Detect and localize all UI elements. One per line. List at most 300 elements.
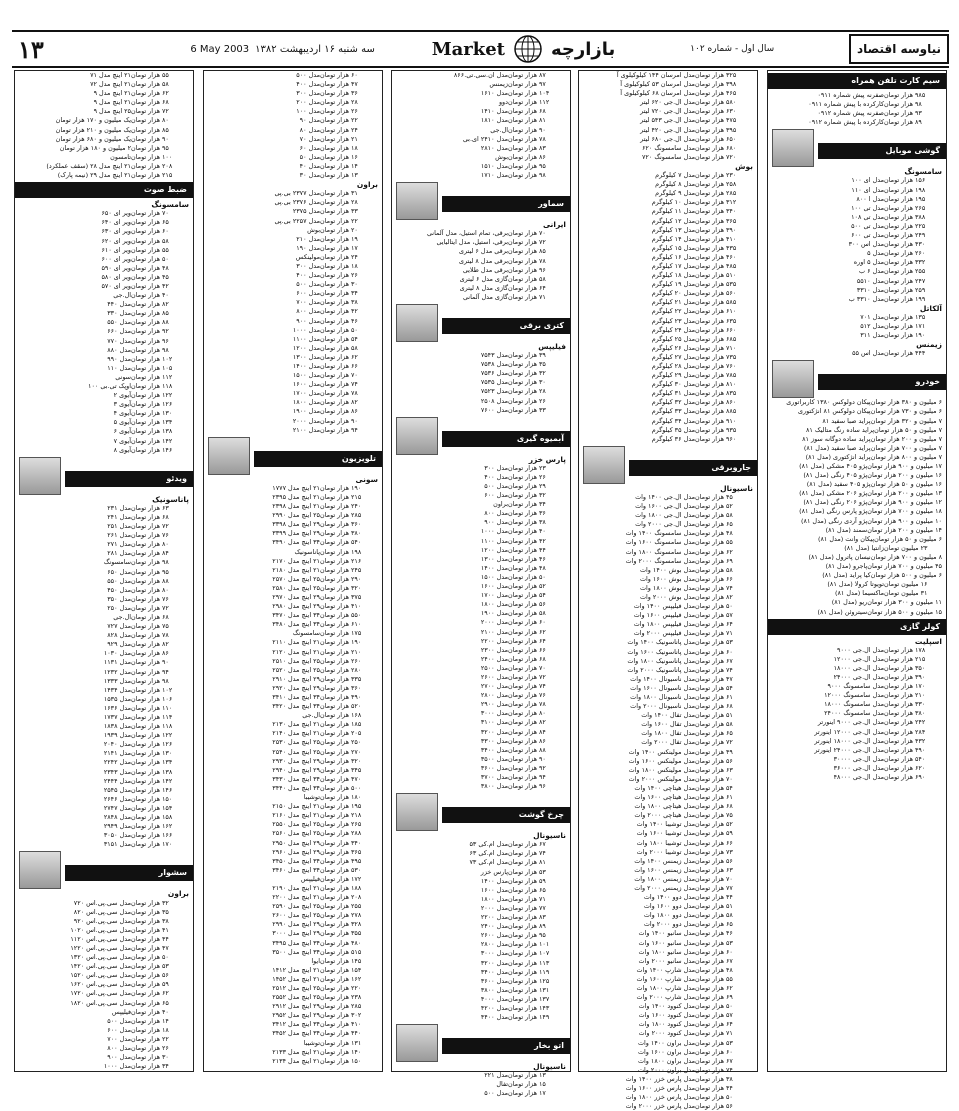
price-row (768, 700, 946, 709)
product-price: ۴۴ هزار تومان (695, 893, 733, 902)
price-row (392, 284, 570, 293)
product-price: ۵۹ هزار تومان (695, 829, 733, 838)
price-row (579, 189, 757, 198)
product-name: ۲۱ اینچ مدل ۹ (93, 98, 131, 107)
product-price: ۹۶۰ هزار تومان (695, 434, 737, 443)
price-row (392, 755, 570, 764)
price-row (204, 80, 382, 89)
product-name: کارکرده با پیش شماره ۰۹۱۱ (808, 100, 884, 109)
price-row (768, 349, 946, 358)
price-row (768, 544, 946, 553)
product-name: مدل ۲۶۰۰ (480, 672, 508, 681)
product-name: ۲۱ اینچ مدل ۷۱ (90, 71, 131, 79)
product-name: مدل ۱۹۳۹ (103, 731, 131, 740)
column-samovar-kettle (391, 70, 571, 1098)
product-name: مدل ام.کی ۵۳ (469, 840, 508, 849)
product-price: ۹۷ هزار تومان (508, 80, 546, 89)
price-row (579, 975, 757, 984)
product-name: توشیبا (303, 1038, 320, 1047)
product-name: مدل ۱۱۳۱ (103, 658, 131, 667)
price-row (204, 262, 382, 271)
product-name: مدل سامسونگ ۹۰۰۰ (827, 682, 884, 691)
product-price: ۲۴ هزار تومان (320, 125, 358, 134)
product-price: ۶۹ هزار تومان (695, 556, 733, 565)
product-name: مدل مولینکس ۱۴۰۰ وات (628, 747, 695, 756)
product-price: ۱۷ میلیون و ۹۰۰ هزار تومان (867, 462, 942, 470)
product-name: مدل ۶۰۰ (484, 491, 508, 500)
price-row (392, 98, 570, 107)
price-row (15, 126, 193, 135)
price-row (15, 558, 193, 567)
product-name: مدل ۲۴۱۰ ای.بی (462, 134, 508, 143)
product-price: ۱۹۸ هزار تومان (884, 185, 926, 194)
product-name: مدل ۳۱۱ (860, 331, 884, 340)
product-name: بوش (495, 152, 508, 161)
product-price: ۱۶۸ هزار تومان (320, 711, 362, 720)
price-row (204, 207, 382, 216)
product-name: مدل سی.پی.اس ۱۱۲۰ (70, 934, 131, 943)
product-name: مدل ۱۰۰۰ (103, 1062, 131, 1071)
product-price: ۹۶ هزار تومان (131, 336, 169, 345)
product-name: مدل ۲۴۰۰ (480, 922, 508, 931)
product-price: ۲۲ هزار تومان (320, 116, 358, 125)
product-price: ۱۹۰ هزار تومان (320, 483, 362, 492)
product-name: مدل ال.جی ۱۲۰۰۰ (833, 654, 884, 663)
product-price: ۵۰۰ هزار تومان (320, 783, 362, 792)
product-price: ۲۶ هزار تومان (320, 271, 358, 280)
product-price: ۳۳ هزار تومان (508, 405, 546, 414)
product-price: ۲۵۰ هزار تومان (320, 738, 362, 747)
product-price: ۶۲ هزار تومان (695, 984, 733, 992)
brand-name: پاناسونیک (152, 494, 189, 504)
product-name: مدل ۹۲۹ (107, 640, 131, 649)
product-name: مدل سامسونگ ۶۲۰ (641, 143, 695, 152)
product-name: مدل ۳۵ کیلوگرم (651, 425, 695, 434)
price-row (204, 911, 382, 920)
price-row (768, 664, 946, 673)
price-row (579, 262, 757, 271)
product-photo (583, 446, 625, 484)
product-price: ۶ میلیون و ۵۰۰ هزار تومان (870, 571, 942, 580)
product-name: مدل ۱۲۳۲ (103, 667, 131, 676)
product-price: ۶۸ هزار تومان (695, 802, 733, 811)
product-price: ۸۰ هزار تومان (131, 116, 169, 125)
price-row (15, 255, 193, 264)
product-name: ویر ای ۵۹۰ (101, 263, 131, 272)
product-name: مدل ۴۰۰ (296, 80, 320, 89)
product-price: ۷۲ هزار تومان (131, 107, 169, 116)
product-name: مدل زیمنس ۲۰۰۰ وات (634, 883, 695, 892)
price-row (204, 271, 382, 280)
product-name: ویر ای ۶۵۰ (101, 209, 131, 218)
price-row (204, 71, 382, 80)
product-price: ۱۸ هزار تومان (320, 143, 358, 152)
product-price: ۳۷۵ هزار تومان (320, 592, 362, 601)
product-price: ۷۱ هزار تومان (508, 292, 546, 301)
product-price: ۵۸ هزار تومان (320, 343, 358, 352)
product-price: ۵۳۵ هزار تومان (695, 280, 737, 289)
product-price: ۲۱۵ هزار تومان (320, 492, 362, 501)
price-row (392, 877, 570, 886)
product-name: مدل ۴۰۰۰ (480, 994, 508, 1003)
product-price: ۷۳۵ هزار تومان (695, 352, 737, 361)
product-name: ۲۱ اینچ مدل ۱۴۵۲ (272, 974, 320, 983)
product-price: ۵۳ هزار تومان (131, 962, 169, 971)
product-price: ۱۳ هزار تومان (508, 1071, 546, 1080)
product-name: مدل ۶۰۰ (107, 1025, 131, 1034)
product-name: ۲۱ اینچ مدل ۲۳۹۵ (272, 492, 320, 501)
product-name: سیتروئن (مدل ۸۱) (817, 607, 868, 616)
price-row (579, 271, 757, 280)
price-row (392, 378, 570, 387)
price-row (15, 549, 193, 558)
price-row (15, 649, 193, 658)
price-row (392, 977, 570, 986)
product-price: ۴۴ هزار تومان (508, 545, 546, 554)
product-price: ۳۱ میلیون تومان (884, 589, 928, 598)
product-name: ۳۴ اینچ مدل ۳۴۵۰ (272, 856, 320, 865)
product-price: ۲۵۹ هزار تومان (884, 285, 926, 294)
product-name: مدل پاناسونیک ۱۶۰۰ وات (627, 647, 695, 656)
product-price: ۵۷ هزار تومان (695, 1011, 733, 1020)
product-name: ۲۹ اینچ مدل ۲۹۱۲ (272, 1002, 320, 1011)
product-price: ۳۸۰ هزار تومان (884, 709, 926, 718)
section-header: اتو بخار (442, 1038, 570, 1054)
product-name: مدل ۵ (867, 249, 884, 258)
product-price: ۱۴۶ هزار تومان (131, 445, 173, 454)
product-price: ۲۴۲ هزار تومان (884, 718, 926, 727)
product-price: ۷۸ هزار تومان (508, 700, 546, 709)
product-name: ال.جی (302, 711, 320, 720)
product-price: ۸۶۰ هزار تومان (695, 398, 737, 407)
product-price: ۶ میلیون و ۷۳۰ هزار تومان (870, 407, 942, 416)
price-row (392, 546, 570, 555)
product-price: ۵۴۰ هزار تومان (320, 538, 362, 547)
price-row (392, 351, 570, 360)
product-price: ۷۵ هزار تومان (131, 622, 169, 631)
product-name: مدل ۳۷۰۰ (480, 773, 508, 781)
product-price: ۸۲ هزار تومان (320, 398, 358, 407)
product-price: ۱۲۶ هزار تومان (131, 740, 173, 749)
section-header: ویدئو (65, 471, 193, 487)
product-name: ۲۵ اینچ مدل ۲۵۹۰ (272, 902, 320, 911)
product-name: ۲ میلیون و ۱۸۰ هزار تومان (59, 143, 131, 152)
product-price: ۴۸ هزار تومان (131, 263, 169, 272)
price-row (15, 586, 193, 595)
product-price: ۲۷۰ هزار تومان (320, 747, 362, 756)
brand-name: ناسیونال (533, 1062, 566, 1072)
product-name: مدل ۵۰۰ (484, 1089, 508, 1098)
price-row (15, 944, 193, 953)
product-name: ۲۱ اینچ مدل ۲۱۶۰ (272, 811, 320, 820)
price-row (204, 902, 382, 911)
price-row (204, 684, 382, 693)
price-row (579, 957, 757, 966)
price-row (392, 609, 570, 618)
product-price: ۱۵ میلیون و ۵۰۰ هزار تومان (867, 607, 942, 616)
price-row (15, 400, 193, 409)
price-row (204, 711, 382, 720)
product-price: ۳۲۵ هزار تومان (695, 71, 737, 79)
product-name: ۲۱ اینچ مدل ۲۱۳۴ (272, 1056, 320, 1065)
price-row (768, 498, 946, 507)
price-row (579, 711, 757, 720)
product-name: مدل ۲۹۴۹ (103, 822, 131, 831)
product-name: مدل ۲۲۰۰ (480, 913, 508, 922)
product-name: مدل ۳۳۱۰ (856, 285, 884, 294)
price-row (579, 493, 757, 502)
price-row (768, 655, 946, 664)
product-price: ۴۷۰ هزار تومان (320, 774, 362, 783)
product-price: ۷۵ هزار تومان (695, 811, 733, 820)
product-price: ۸۶ هزار تومان (508, 736, 546, 745)
price-row (204, 593, 382, 602)
product-price: ۱۰۱ هزار تومان (508, 940, 550, 949)
price-row (15, 1044, 193, 1053)
price-row (392, 940, 570, 949)
product-name: مدل ۲۲۱ (484, 1071, 508, 1080)
product-photo (772, 360, 814, 398)
section-header-with-photo (768, 127, 946, 167)
price-row (204, 748, 382, 757)
product-price: ۳۲۰ هزار تومان (320, 756, 362, 765)
product-name: مدل ۳۰۰ (296, 261, 320, 270)
product-price: ۳۵۰ هزار تومان (884, 663, 926, 672)
product-name: مدل ۱۲ کیلوگرم (651, 216, 695, 225)
price-row (579, 666, 757, 675)
product-price: ۲۶ هزار تومان (508, 472, 546, 481)
product-name: ۲۱ اینچ مدل ۲۱۵۰ (272, 802, 320, 811)
section-header: کتری برقی (442, 318, 570, 334)
product-price: ۴۵ هزار تومان (695, 492, 733, 501)
product-name: مدل ۱۵۰۰ (480, 572, 508, 581)
price-row (15, 962, 193, 971)
product-name: ۲۹ اینچ مدل ۲۹۲۰ (272, 683, 320, 692)
price-row (768, 258, 946, 267)
product-price: ۱۵ هزار تومان (508, 1080, 546, 1089)
product-price: ۶۵ هزار تومان (131, 998, 169, 1007)
product-price: ۶۶ هزار تومان (695, 838, 733, 847)
product-price: ۷ میلیون و ۷۰۰ هزار تومان (870, 443, 942, 452)
product-price: ۷۲ هزار تومان (508, 238, 546, 247)
price-row (15, 613, 193, 622)
product-name: مدل ۱۷۰۰ (480, 591, 508, 600)
product-name: مدل ۱۶۰۰ (480, 582, 508, 591)
product-name: مدل توشیبا ۲۰۰۰ وات (636, 847, 695, 856)
product-name: یک میلیون و ۱۷۰ هزار تومان (55, 116, 131, 125)
product-price: ۱۱۰ هزار تومان (131, 703, 173, 712)
product-price: ۴۹ هزار تومان (695, 747, 733, 756)
price-row (579, 1102, 757, 1111)
product-price: ۶۰ هزار تومان (695, 947, 733, 956)
product-price: ۱۵۰ هزار تومان (320, 1056, 362, 1065)
product-price: ۴۶۵ هزار تومان (695, 89, 737, 98)
product-price: ۵۱ هزار تومان (695, 902, 733, 911)
product-price: ۱۸ هزار تومان (320, 261, 358, 270)
price-row (204, 611, 382, 620)
product-price: ۶۹ هزار تومان (695, 993, 733, 1002)
price-row (392, 126, 570, 135)
product-name: مدل ۲۵۱ (107, 522, 131, 531)
price-row (579, 435, 757, 444)
price-row (768, 176, 946, 185)
price-row (204, 566, 382, 575)
product-name: مدل امرسان ۱۴۴ کیلوکیلوی آ (616, 71, 695, 79)
price-row (204, 153, 382, 162)
product-price: ۳۳۵ هزار تومان (320, 674, 362, 683)
product-name: ایوا (311, 956, 320, 965)
price-row (392, 573, 570, 582)
product-price: ۳۲۸ هزار تومان (320, 920, 362, 929)
product-price: ۵۸۵ هزار تومان (695, 298, 737, 307)
price-row (15, 318, 193, 327)
product-price: ۶ میلیون و ۳۸۰ هزار تومان (870, 398, 942, 407)
product-price: ۴۰ هزار تومان (131, 1007, 169, 1016)
section-header: خودرو (818, 374, 946, 390)
product-price: ۷۸۵ هزار تومان (695, 371, 737, 380)
price-row (392, 369, 570, 378)
product-price: ۴۸۵ هزار تومان (695, 261, 737, 270)
product-name: مدل ۲۱۰۰ (480, 627, 508, 636)
product-name: مدل ال.جی ۷۲۰ لیتر (640, 107, 695, 116)
product-name: پیکان وانت (مدل ۸۱) (817, 534, 875, 543)
product-price: ۱۶ هزار تومان (320, 152, 358, 161)
product-price: ۴۴ هزار تومان (695, 1084, 733, 1093)
product-price: ۶۴ هزار تومان (695, 620, 733, 629)
price-row (579, 584, 757, 593)
price-row (204, 1002, 382, 1011)
price-row (204, 1011, 382, 1020)
price-row (392, 600, 570, 609)
price-row (15, 327, 193, 336)
product-photo (396, 793, 438, 831)
price-row (768, 313, 946, 322)
price-row (204, 738, 382, 747)
price-row (204, 820, 382, 829)
product-price: ۱۰۲ هزار تومان (131, 354, 173, 363)
price-row (579, 1029, 757, 1038)
product-price: ۱۴ هزار تومان (320, 161, 358, 170)
product-price: ۶۳۰ هزار تومان (695, 107, 737, 116)
price-row (768, 249, 946, 258)
product-price: ۳۸ هزار تومان (131, 916, 169, 925)
product-price: ۲۶ هزار تومان (131, 1044, 169, 1052)
product-name: برقی، استیل، مدل ایتالیایی (436, 238, 508, 247)
brand-name: زیمنس (916, 340, 942, 350)
product-price: ۶۶ هزار تومان (508, 645, 546, 654)
product-name: مدل شارپ ۲۰۰۰ وات (636, 993, 695, 1002)
product-price: ۵۰ هزار تومان (131, 953, 169, 962)
product-price: ۴۶ هزار تومان (320, 316, 358, 325)
product-price: ۶۲ هزار تومان (508, 627, 546, 636)
product-name: ۳۴ اینچ مدل ۳۴۲۰ (272, 702, 320, 711)
product-name: مدل ۲۴۱ (107, 512, 131, 521)
price-row (204, 875, 382, 884)
product-name: مدل ۲۶۴۶ (103, 794, 131, 803)
product-price: ۵۸ هزار تومان (695, 511, 733, 520)
price-row (579, 557, 757, 566)
product-price: ۶۵ هزار تومان (508, 885, 546, 894)
product-price: ۷ میلیون و ۵۰ هزار تومان (874, 425, 942, 434)
product-name: مدل تفال ۱۶۰۰ وات (641, 720, 695, 729)
title-fa: بازارچه (551, 38, 616, 60)
product-name: سامسونگ (103, 558, 131, 567)
price-row (768, 682, 946, 691)
product-price: ۲۳ میلیون تومان (884, 543, 928, 552)
product-name: مدل ۱۶۰۰ (480, 885, 508, 894)
price-row (204, 162, 382, 171)
price-row (204, 984, 382, 993)
product-price: ۴۸ هزار تومان (695, 529, 733, 538)
product-name: مدل ناسیونال ۲۰۰۰ وات (630, 702, 695, 711)
price-row (204, 389, 382, 398)
product-name: مدل شارپ ۱۸۰۰ وات (636, 984, 695, 992)
product-name: گازی مدل ۶ لیتری (459, 274, 508, 283)
price-row (768, 118, 946, 127)
price-row (204, 548, 382, 557)
product-name: مدل ۷۷۰ (107, 336, 131, 345)
price-row (768, 646, 946, 655)
price-row (768, 204, 946, 213)
product-name: فیلیپس (111, 1007, 131, 1016)
product-price: ۵۴ هزار تومان (320, 334, 358, 343)
price-row (579, 766, 757, 775)
product-price: ۴۹۰ هزار تومان (320, 693, 362, 701)
product-name: ۲۵ اینچ مدل ۲۵۷۰ (272, 574, 320, 583)
product-name: تفال (496, 1080, 508, 1089)
product-price: ۱۳ هزار تومان (320, 171, 358, 180)
price-row (204, 289, 382, 298)
price-row (392, 518, 570, 527)
price-row (768, 746, 946, 755)
product-name: پژو ۲۰۶ رنگی (مدل ۸۱) (803, 498, 868, 507)
product-name: مدل ۱۰۰۰ (292, 325, 320, 334)
product-name: مدل ال.جی ۱۸۰۰۰ اینورتر (814, 736, 884, 745)
product-price: ۱۵۸ هزار تومان (131, 813, 173, 822)
product-name: مدل ال.جی ۲۰۰۰ وات (635, 520, 695, 529)
price-row (579, 502, 757, 511)
price-row (204, 407, 382, 416)
product-name: ویر ای ۵۸۰ (101, 272, 131, 281)
product-price: ۶۵۰ هزار تومان (695, 134, 737, 143)
price-row (579, 748, 757, 757)
price-row (392, 737, 570, 746)
product-name: مدل ۴۲۰۰ (480, 1003, 508, 1012)
price-row (768, 580, 946, 589)
product-price: ۵۰ هزار تومان (320, 325, 358, 334)
price-row (768, 222, 946, 231)
product-name: مدل ال.جی ۵۴۳ لیتر (640, 116, 695, 125)
product-price: ۱۴۹ هزار تومان (508, 1013, 550, 1022)
product-price: ۳۰ هزار تومان (320, 280, 358, 289)
product-price: ۲۸ هزار تومان (508, 387, 546, 396)
price-row (392, 464, 570, 473)
price-row (579, 993, 757, 1002)
product-name: تویوتا کرولا (مدل ۸۱) (827, 580, 884, 589)
price-row (579, 848, 757, 857)
price-row (768, 267, 946, 276)
product-name: مدل ۷۵۴۳ (480, 351, 508, 360)
price-row (15, 899, 193, 908)
price-row (579, 566, 757, 575)
product-name: پراید ساده رنگ متالیک ۸۱ (805, 425, 875, 434)
product-price: ۲۷۸ هزار تومان (320, 911, 362, 920)
product-price: ۹۴ هزار تومان (320, 425, 358, 434)
product-name: مدل ۱۴۰۰ (480, 563, 508, 572)
product-price: ۹۸ هزار تومان (131, 558, 169, 567)
product-price: ۴۵ میلیون و ۷۰۰ هزار تومان (867, 562, 942, 571)
product-price: ۳۸۰ هزار تومان (320, 529, 362, 538)
